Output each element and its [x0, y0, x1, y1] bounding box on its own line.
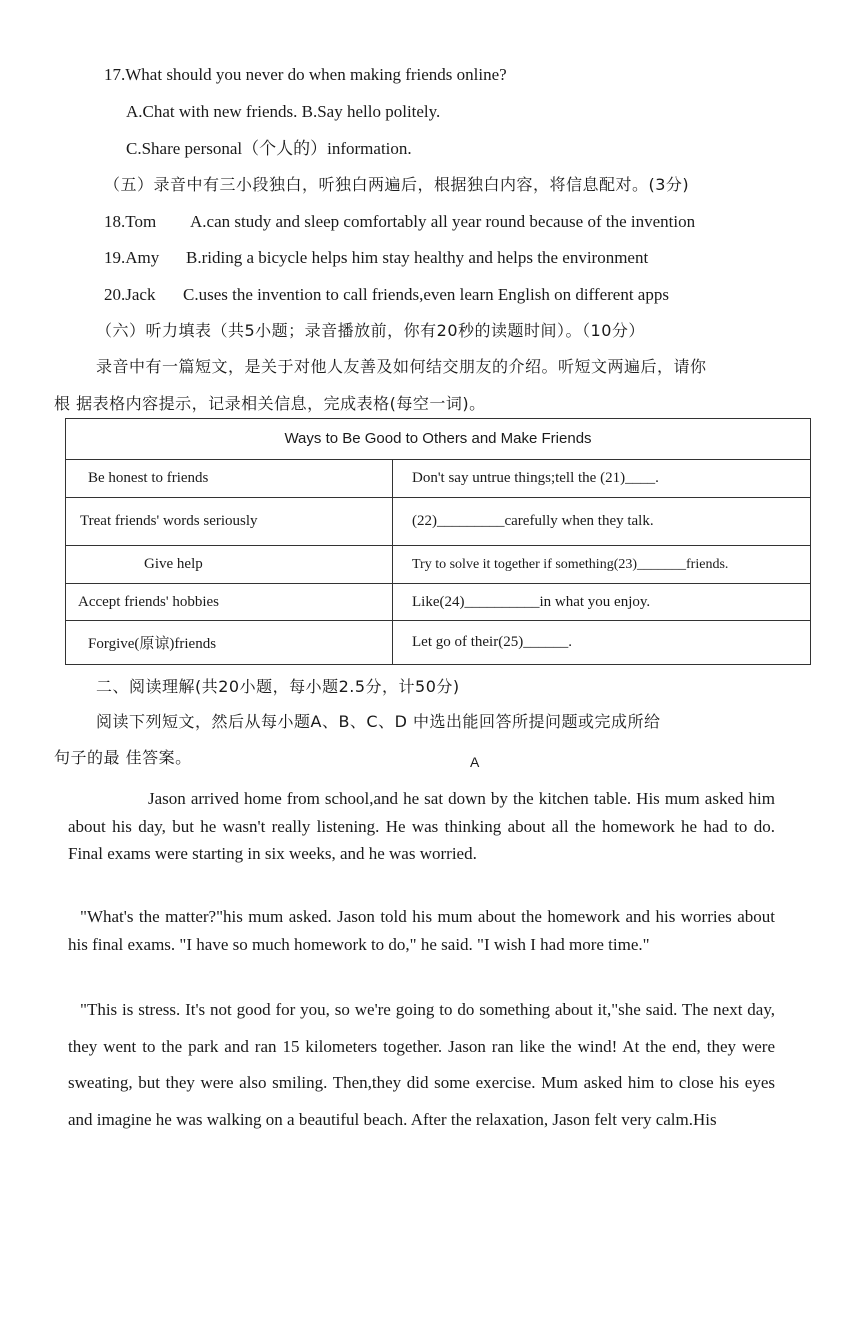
- paragraph-text: Jason arrived home from school,and he sat down by the kitchen table. His mum asked him about his day, but he wasn't really listening. He was thinking about all the homework he had to do. Final exams were starting in six weeks, and he was worried.: [68, 789, 775, 863]
- table-cell-left: Accept friends' hobbies: [66, 584, 393, 621]
- question-17-text: 17.What should you never do when making friends online?: [104, 65, 507, 84]
- table-row: [66, 621, 811, 665]
- match-name-jack: 20.Jack: [104, 285, 156, 304]
- question-17-option-c: C.Share personal（个人的）information.: [126, 139, 412, 158]
- table-row: [66, 498, 811, 546]
- match-option-b: B.riding a bicycle helps him stay healthy and helps the environment: [186, 248, 649, 267]
- table-cell-right: Like(24)__________in what you enjoy.: [393, 584, 811, 621]
- table-row: [66, 584, 811, 621]
- reading-instruction-1: 阅读下列短文，然后从每小题A、B、C、D 中选出能回答所提问题或完成所给: [96, 712, 661, 731]
- table-cell-right: Don't say untrue things;tell the (21)____.: [393, 460, 811, 498]
- paragraph-text: "This is stress. It's not good for you, so we're going to do something about it,"she said. The next day, they went to the park and ran 15 kilometers together. Jason ran like the wind! At the end, they were sweating, but they were also smiling. Then,they did some exercise. Mum asked him to close his eyes and imagine he was walking on a beautiful beach. After the relaxation, Jason felt very calm.His: [68, 1000, 775, 1129]
- section-5-heading: （五）录音中有三小段独白，听独白两遍后，根据独白内容，将信息配对。(3分): [104, 175, 690, 194]
- match-option-c: C.uses the invention to call friends,even learn English on different apps: [183, 285, 669, 304]
- question-17-options-ab: A.Chat with new friends. B.Say hello politely.: [126, 102, 441, 121]
- reading-heading: 二、阅读理解(共20小题，每小题2.5分，计50分): [96, 677, 460, 696]
- table-cell-right: (22)_________carefully when they talk.: [393, 498, 811, 546]
- table-title: Ways to Be Good to Others and Make Friends: [66, 419, 811, 460]
- match-name-tom: 18.Tom: [104, 212, 157, 231]
- match-option-a: A.can study and sleep comfortably all year round because of the invention: [190, 212, 696, 231]
- table-cell-left: Treat friends' words seriously: [66, 498, 393, 546]
- section-6-instruction-2: 根 据表格内容提示，记录相关信息，完成表格(每空一词)。: [54, 394, 486, 413]
- table-cell-right: Try to solve it together if something(23)_______friends.: [393, 546, 811, 584]
- table-cell-left: Be honest to friends: [66, 460, 393, 498]
- section-6-heading: （六）听力填表（共5小题；录音播放前，你有20秒的读题时间）。（10分）: [96, 321, 645, 340]
- table-cell-left: Give help: [66, 546, 393, 584]
- table-cell-left: Forgive(原谅)friends: [66, 621, 393, 665]
- passage-paragraph-2: [68, 903, 775, 958]
- listening-table: [65, 418, 811, 665]
- reading-instruction-2: 句子的最 佳答案。: [54, 748, 192, 767]
- passage-label: A: [470, 754, 480, 770]
- passage-paragraph-3: [68, 992, 775, 1138]
- table-row: [66, 460, 811, 498]
- passage-paragraph-1: [68, 785, 775, 868]
- table-cell-right: Let go of their(25)______.: [393, 621, 811, 665]
- section-6-instruction-1: 录音中有一篇短文，是关于对他人友善及如何结交朋友的介绍。听短文两遍后，请你: [96, 357, 707, 376]
- paragraph-text: "What's the matter?"his mum asked. Jason told his mum about the homework and his worries about his final exams. "I have so much homework to do," he said. "I wish I had more time.": [68, 907, 775, 954]
- match-name-amy: 19.Amy: [104, 248, 160, 267]
- table-row: [66, 546, 811, 584]
